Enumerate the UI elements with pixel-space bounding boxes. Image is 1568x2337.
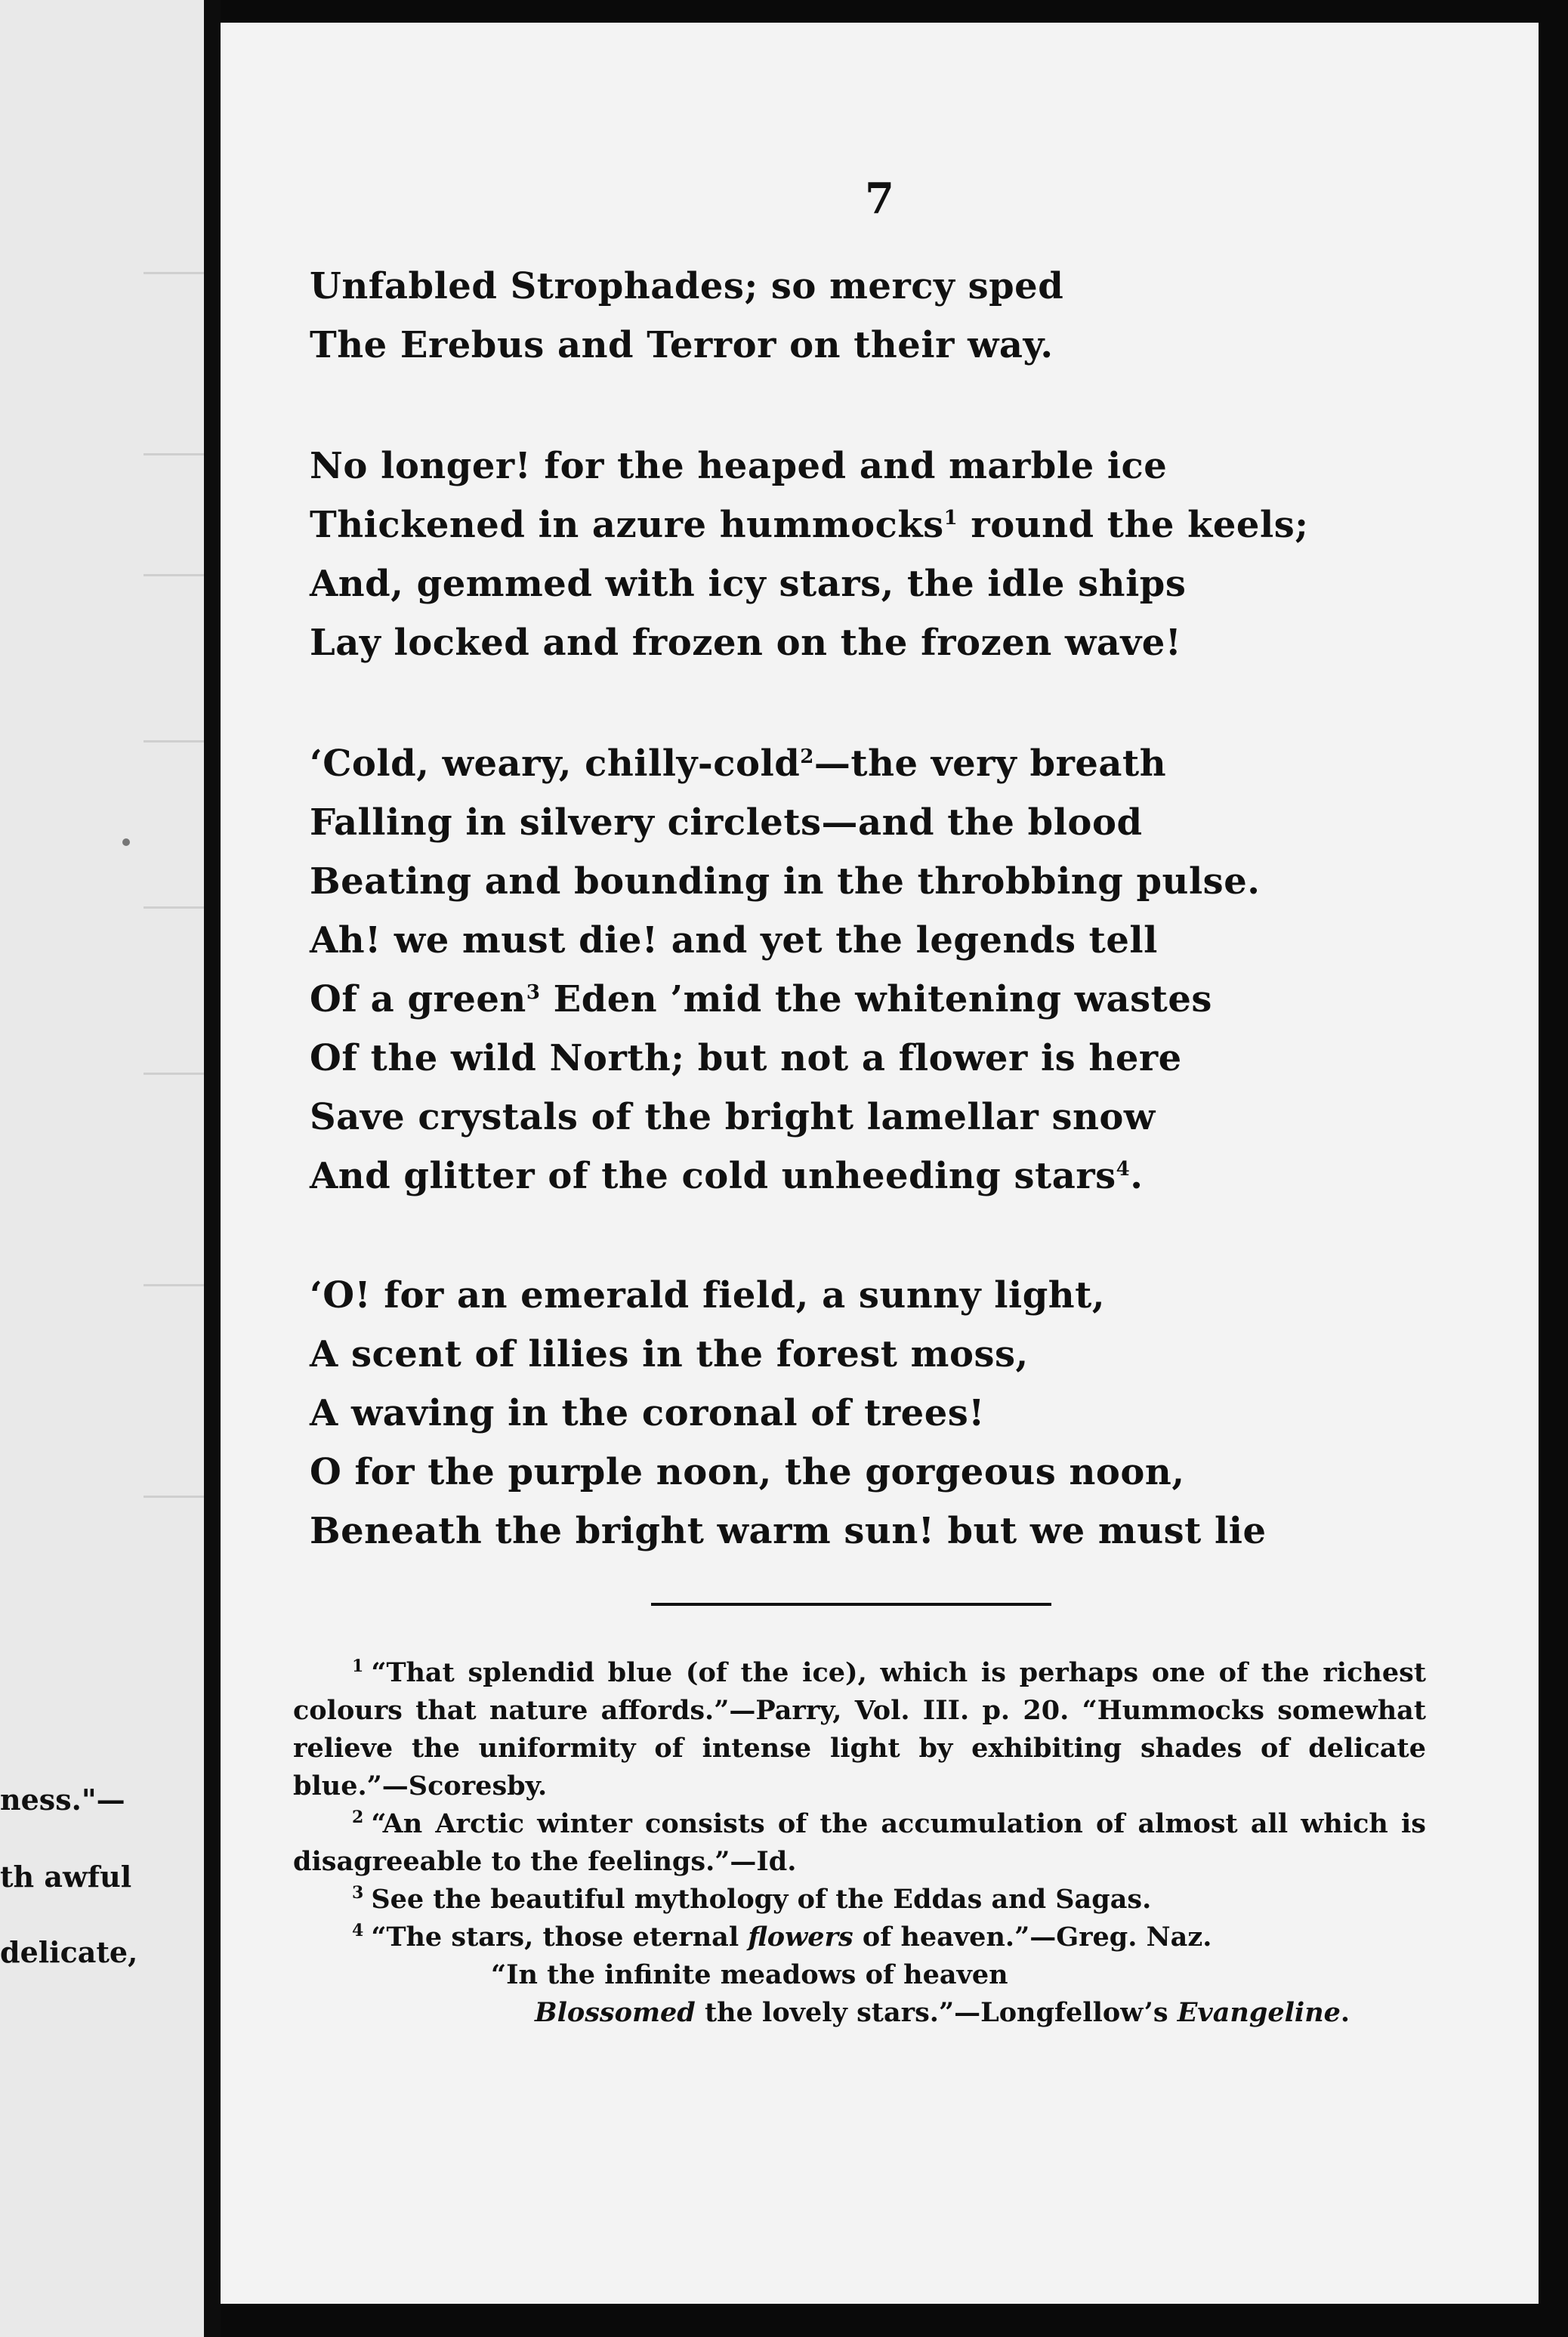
- footnote-reference: 4: [1116, 1158, 1131, 1181]
- poem-line: No longer! for the heaped and marble ice: [310, 445, 1168, 487]
- faint-text-line: [144, 453, 204, 455]
- poem-line: Beating and bounding in the throbbing pulse.: [310, 860, 1261, 903]
- footnote-reference: 3: [526, 981, 541, 1004]
- poem-line: A waving in the coronal of trees!: [310, 1392, 985, 1434]
- footnote-mark: 2: [352, 1808, 364, 1828]
- faint-text-line: [144, 740, 204, 742]
- poem-line: The Erebus and Terror on their way.: [310, 324, 1054, 366]
- previous-page-fragment: delicate,: [0, 1935, 138, 1969]
- poem-line: ‘O! for an emerald field, a sunny light,: [310, 1274, 1106, 1317]
- previous-page-fragment: th awful: [0, 1860, 132, 1894]
- footnote-3: $^3$ See the beautiful mythology of the Eddas and Sagas.: [352, 1883, 1152, 1915]
- poem-line: Ah! we must die! and yet the legends tell: [310, 919, 1158, 962]
- paper-speck: [122, 838, 130, 846]
- poem-line: Beneath the bright warm sun! but we must lie: [310, 1510, 1267, 1552]
- poem-line: Of a green$^3$ Eden ’mid the whitening wastes: [310, 978, 1212, 1020]
- previous-page-edge: [0, 0, 204, 2337]
- poem-line: Lay locked and frozen on the frozen wave!: [310, 622, 1182, 664]
- book-gutter: [204, 0, 221, 2337]
- poem-line: Unfabled Strophades; so mercy sped: [310, 265, 1064, 307]
- poem-line: And, gemmed with icy stars, the idle ships: [310, 563, 1187, 605]
- footnote-quote-line: “In the infinite meadows of heaven: [491, 1959, 1008, 1990]
- footnote-mark: 3: [352, 1883, 364, 1903]
- footnote-2: $^2$ “An Arctic winter consists of the accumulation of almost all which is disagreeable to the feelings.”—Id.: [293, 1808, 1426, 1877]
- footnote-1: $^1$ “That splendid blue (of the ice), which is perhaps one of the richest colours that nature affords.”—Parry, Vol. III. p. 20. “Hummocks somewhat relieve the uniformity of intense light by exhibiting shades of delicate blue.”—Scoresby.: [293, 1656, 1426, 1801]
- poem-line: ‘Cold, weary, chilly-cold$^2$—the very breath: [310, 742, 1167, 785]
- footnote-divider: [651, 1603, 1051, 1606]
- footnote-reference: 1: [943, 507, 958, 529]
- stanza-3: [310, 734, 1260, 1206]
- stanza-2: [310, 437, 1308, 672]
- footnote-quote-line: Blossomed the lovely stars.”—Longfellow’s Evangeline.: [535, 1997, 1350, 2028]
- footnote-reference: 2: [800, 746, 814, 768]
- footnote-mark: 1: [352, 1656, 364, 1677]
- book-page: [221, 23, 1539, 2304]
- poem-line: Of the wild North; but not a flower is here: [310, 1037, 1182, 1079]
- stanza-1: [310, 257, 1063, 375]
- faint-text-line: [144, 906, 204, 909]
- faint-text-line: [144, 1073, 204, 1075]
- footnote-4: $^4$ “The stars, those eternal flowers of heaven.”—Greg. Naz.: [352, 1921, 1212, 1953]
- faint-text-line: [144, 1284, 204, 1286]
- poem-line: O for the purple noon, the gorgeous noon,: [310, 1451, 1185, 1493]
- footnotes: [293, 1654, 1426, 2032]
- poem-line: Thickened in azure hummocks$^1$ round the keels;: [310, 504, 1309, 546]
- faint-text-line: [144, 272, 204, 274]
- faint-text-line: [144, 1496, 204, 1498]
- footnote-mark: 4: [352, 1921, 364, 1941]
- poem-line: Falling in silvery circlets—and the blood: [310, 801, 1143, 844]
- poem-line: A scent of lilies in the forest moss,: [310, 1333, 1029, 1375]
- stanza-4: [310, 1266, 1267, 1561]
- previous-page-fragment: ness."—: [0, 1783, 125, 1817]
- page-number: 7: [865, 174, 894, 224]
- faint-text-line: [144, 574, 204, 576]
- poem-line: Save crystals of the bright lamellar snow: [310, 1096, 1156, 1138]
- poem-line: And glitter of the cold unheeding stars$^4$.: [310, 1155, 1144, 1197]
